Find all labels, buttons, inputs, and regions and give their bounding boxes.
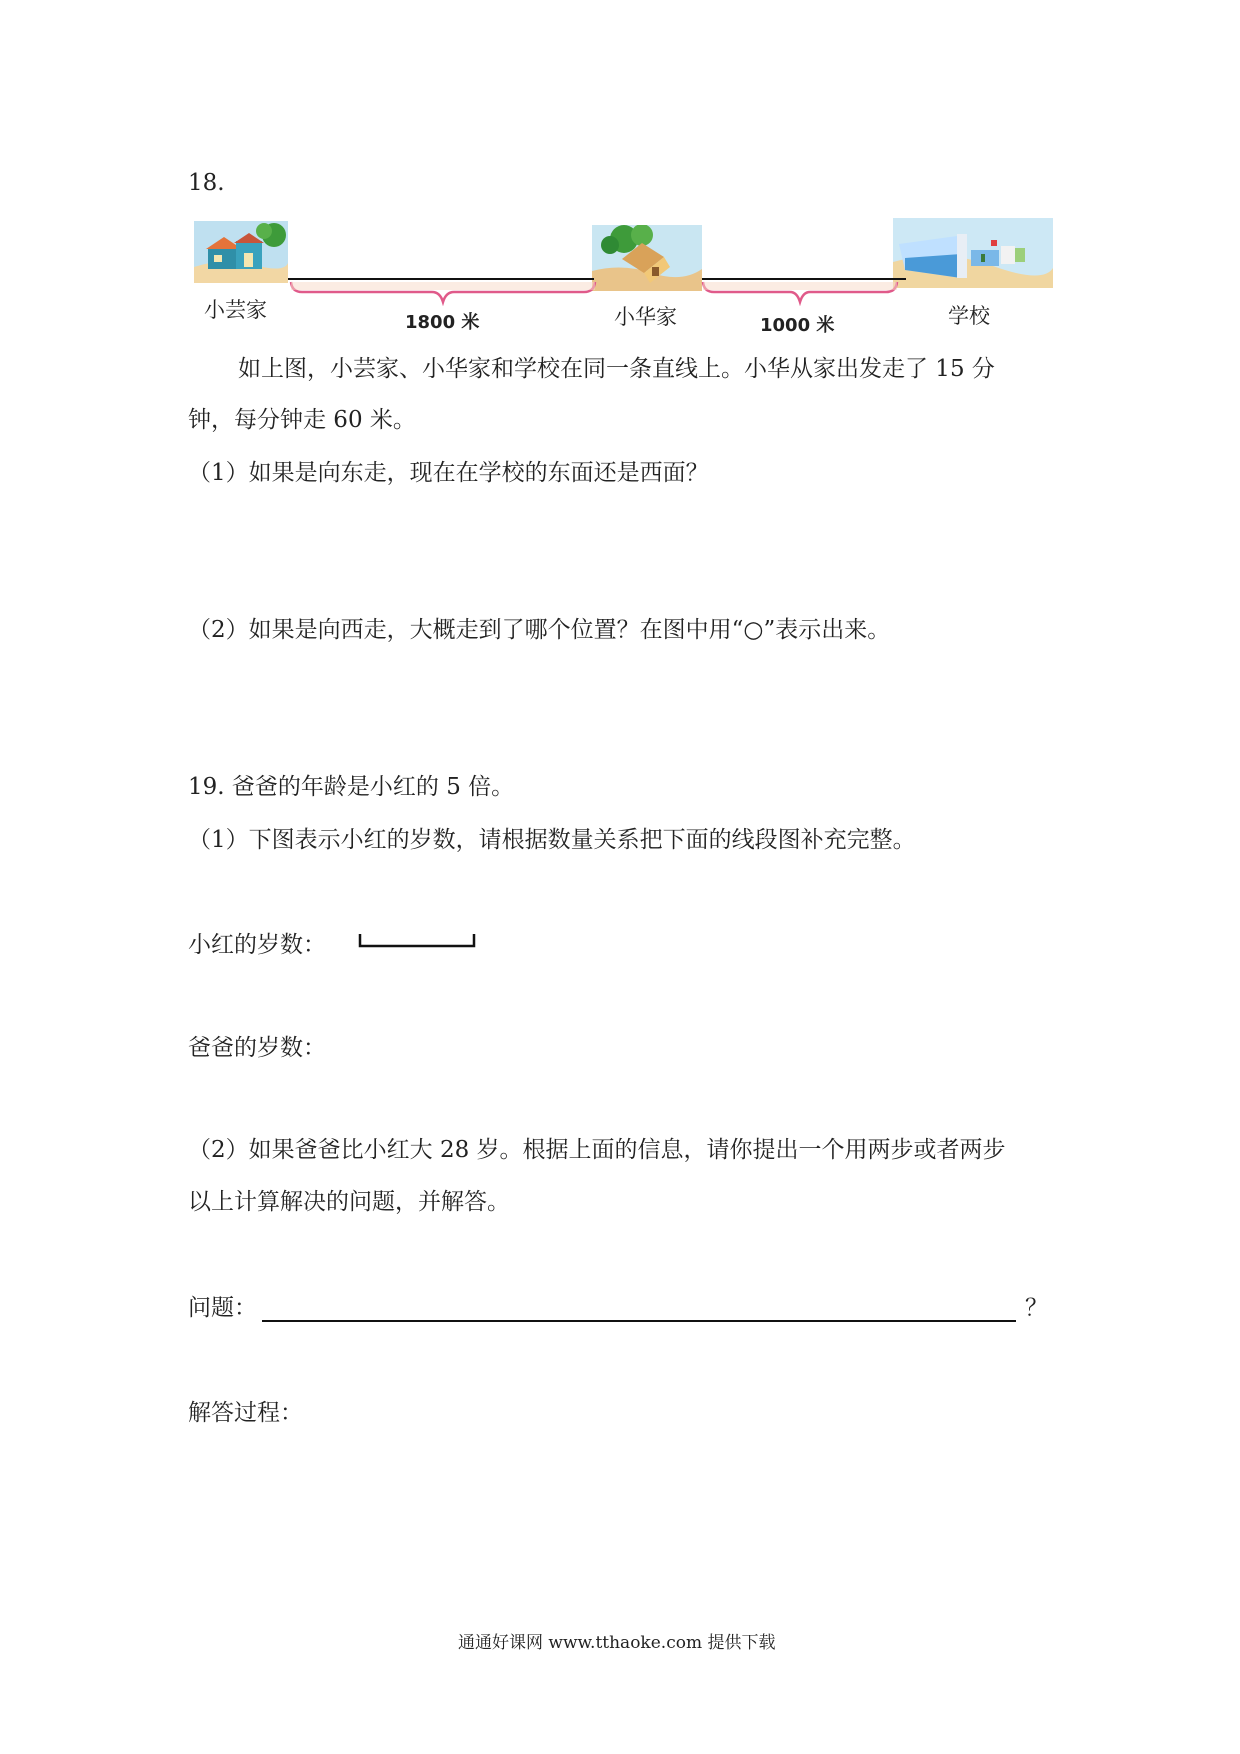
q18-number: 18. <box>188 170 225 196</box>
distance-label-1: 1800 米 <box>405 312 480 333</box>
question-mark: ？ <box>1025 1295 1048 1321</box>
xiaoyun-label: 小芸家 <box>204 298 267 322</box>
q19-title: 19. 爸爸的年龄是小红的 5 倍。 <box>188 774 515 800</box>
xiaohua-house-picture <box>592 225 702 291</box>
q18-intro-line2: 钟，每分钟走 60 米。 <box>188 407 416 433</box>
q19-part2-line1: （2）如果爸爸比小红大 28 岁。根据上面的信息，请你提出一个用两步或者两步 <box>188 1137 1006 1163</box>
q19-part2-line2: 以上计算解决的问题，并解答。 <box>188 1189 510 1215</box>
answer-process-label: 解答过程： <box>188 1400 303 1426</box>
q18-part2: （2）如果是向西走，大概走到了哪个位置？在图中用“○”表示出来。 <box>188 617 891 643</box>
xiaohua-label: 小华家 <box>614 305 677 329</box>
xiaohong-segment <box>358 932 478 952</box>
distance-brace-2 <box>700 280 900 306</box>
school-picture <box>893 218 1053 288</box>
xiaohong-age-label: 小红的岁数： <box>188 932 326 958</box>
q19-part1: （1）下图表示小红的岁数，请根据数量关系把下面的线段图补充完整。 <box>188 827 916 853</box>
q18-part1: （1）如果是向东走，现在在学校的东面还是西面？ <box>188 460 709 486</box>
dad-age-label: 爸爸的岁数： <box>188 1035 326 1061</box>
xiaoyun-house-picture <box>194 221 288 283</box>
q18-intro-line1: 如上图，小芸家、小华家和学校在同一条直线上。小华从家出发走了 15 分 <box>238 356 995 382</box>
distance-label-2: 1000 米 <box>760 315 835 336</box>
question-label: 问题： <box>188 1295 257 1321</box>
footer-text: 通通好课网 www.tthaoke.com 提供下载 <box>458 1633 776 1653</box>
question-answer-line[interactable] <box>262 1320 1016 1322</box>
school-label: 学校 <box>948 304 990 328</box>
distance-brace-1 <box>288 280 598 306</box>
